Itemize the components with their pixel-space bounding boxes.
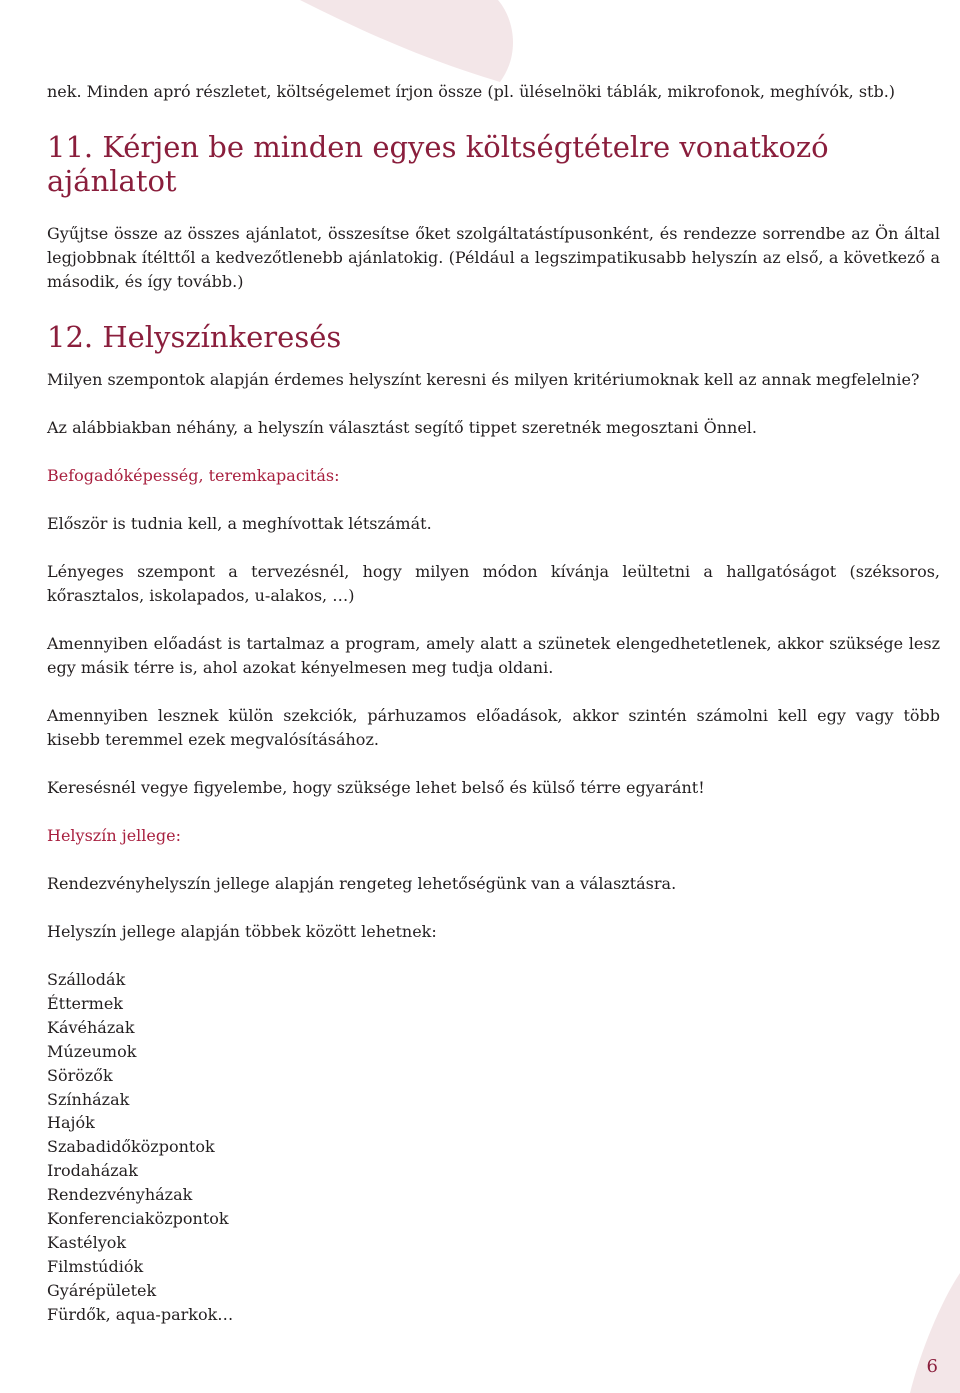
list-item: Gyárépületek [47, 1280, 157, 1300]
venue-list [47, 968, 940, 1327]
paragraph-sections: Amennyiben lesznek külön szekciók, párhuzamos előadások, akkor szintén számolni kell egy vagy több kisebb teremmel ezek megvalósításához. [47, 706, 940, 749]
paragraph-headcount: Először is tudnia kell, a meghívottak létszámát. [47, 514, 432, 533]
list-item: Filmstúdiók [47, 1256, 144, 1276]
list-item: Szabadidőközpontok [47, 1137, 215, 1157]
list-item: Színházak [47, 1089, 130, 1109]
paragraph-venue-options: Rendezvényhelyszín jellege alapján rengeteg lehetőségünk van a választásra. [47, 874, 677, 893]
list-item: Rendezvényházak [47, 1185, 193, 1205]
paragraph-tips-intro: Az alábbiakban néhány, a helyszín választást segítő tippet szeretnék megosztani Önnel. [47, 418, 757, 437]
section-11-body: Gyűjtse össze az összes ajánlatot, összesítse őket szolgáltatástípusonként, és rendezze sorrendbe az Ön által legjobbnak ítélttől a kedvezőtlenebb ajánlatokig. (Például a legszimpatikusabb helyszín az első, a következő a második, és így tovább.) [47, 224, 940, 291]
paragraph-criteria-question: Milyen szempontok alapján érdemes helyszínt keresni és milyen kritériumoknak kell az annak megfelelnie? [47, 370, 920, 389]
paragraph-breaks: Amennyiben előadást is tartalmaz a program, amely alatt a szünetek elengedhetetlenek, akkor szüksége lesz egy másik térre is, ahol azokat kényelmesen meg tudja oldani. [47, 634, 940, 677]
list-item: Múzeumok [47, 1041, 137, 1061]
list-item: Hajók [47, 1113, 95, 1133]
list-item: Kastélyok [47, 1232, 127, 1252]
paragraph-indoor-outdoor: Keresésnél vegye figyelembe, hogy szüksége lehet belső és külső térre egyaránt! [47, 778, 705, 797]
list-item: Konferenciaközpontok [47, 1209, 229, 1229]
paragraph-seating: Lényeges szempont a tervezésnél, hogy milyen módon kívánja leültetni a hallgatóságot (széksoros, kőrasztalos, iskolapados, u-alakos, …) [47, 562, 940, 605]
list-item: Sörözők [47, 1065, 113, 1085]
list-item: Éttermek [47, 993, 123, 1013]
subheading-capacity: Befogadóképesség, teremkapacitás: [47, 466, 340, 485]
list-item: Irodaházak [47, 1161, 138, 1181]
page-number: 6 [926, 1356, 938, 1377]
intro-text: nek. Minden apró részletet, költségelemet írjon össze (pl. üléselnöki táblák, mikrofonok, meghívók, stb.) [47, 82, 896, 101]
list-item: Szállodák [47, 970, 126, 989]
subheading-venue-type: Helyszín jellege: [47, 826, 181, 845]
list-item: Fürdők, aqua-parkok… [47, 1304, 234, 1324]
section-12-heading: 12. Helyszínkeresés [47, 320, 342, 354]
paragraph-venue-list-intro: Helyszín jellege alapján többek között lehetnek: [47, 922, 437, 941]
section-11-heading: 11. Kérjen be minden egyes költségtételre vonatkozó ajánlatot [47, 130, 829, 198]
page-content [47, 80, 940, 1327]
list-item: Kávéházak [47, 1017, 135, 1037]
